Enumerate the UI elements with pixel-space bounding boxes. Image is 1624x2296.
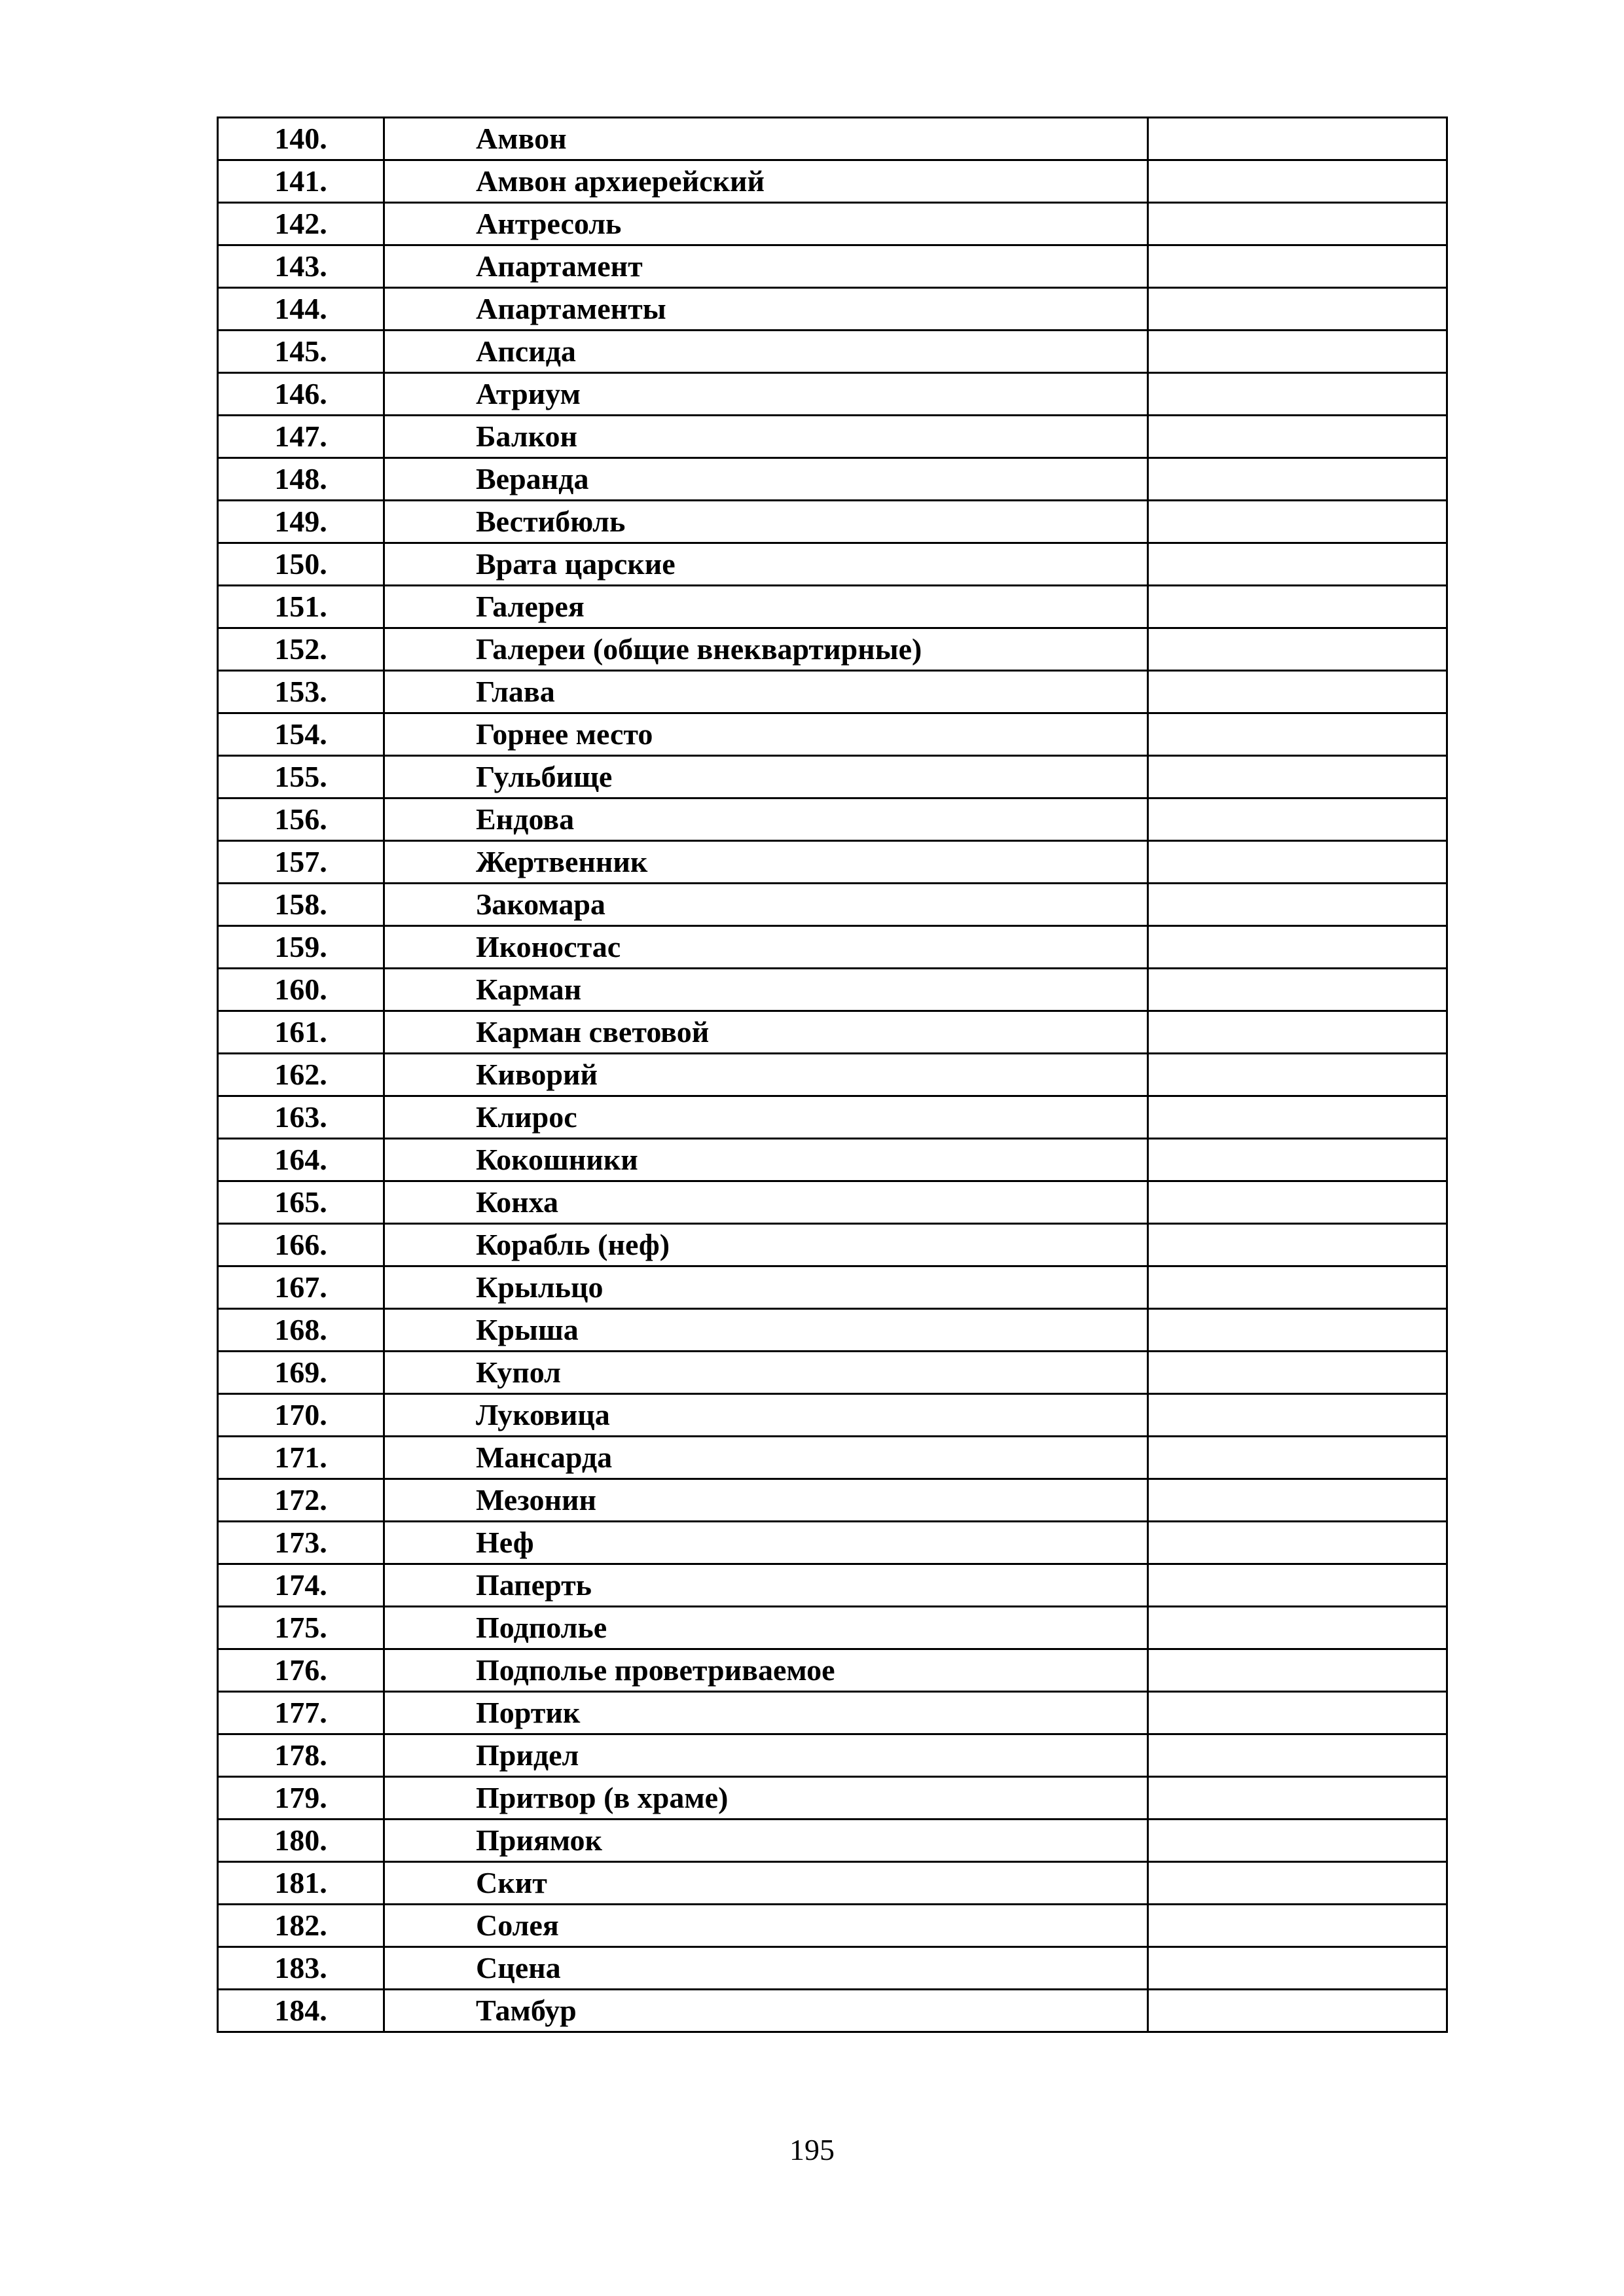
row-note [1148, 1437, 1447, 1479]
row-note [1148, 373, 1447, 416]
table-row [218, 331, 1447, 373]
row-term: Крыша [384, 1309, 1148, 1352]
row-number: 164. [218, 1139, 384, 1181]
row-term: Апартаменты [384, 288, 1148, 331]
table-row [218, 1862, 1447, 1905]
row-term: Антресоль [384, 203, 1148, 245]
table-row [218, 1054, 1447, 1096]
row-number: 184. [218, 1990, 384, 2032]
table-row [218, 1011, 1447, 1054]
table-row [218, 1266, 1447, 1309]
row-number: 150. [218, 543, 384, 586]
row-number: 169. [218, 1352, 384, 1394]
table-row [218, 458, 1447, 501]
row-number: 144. [218, 288, 384, 331]
row-note [1148, 1479, 1447, 1522]
row-number: 183. [218, 1947, 384, 1990]
row-number: 167. [218, 1266, 384, 1309]
table-row [218, 926, 1447, 969]
table-row [218, 1352, 1447, 1394]
row-note [1148, 1054, 1447, 1096]
table-row [218, 1564, 1447, 1607]
row-note [1148, 203, 1447, 245]
row-term: Луковица [384, 1394, 1148, 1437]
row-note [1148, 1947, 1447, 1990]
row-note [1148, 331, 1447, 373]
table-row [218, 628, 1447, 671]
row-number: 171. [218, 1437, 384, 1479]
row-number: 180. [218, 1820, 384, 1862]
row-term: Солея [384, 1905, 1148, 1947]
table-row [218, 1522, 1447, 1564]
table-row [218, 288, 1447, 331]
row-number: 166. [218, 1224, 384, 1266]
row-term: Притвор (в храме) [384, 1777, 1148, 1820]
row-note [1148, 1734, 1447, 1777]
row-term: Балкон [384, 416, 1148, 458]
row-number: 168. [218, 1309, 384, 1352]
table-row [218, 1905, 1447, 1947]
row-term: Скит [384, 1862, 1148, 1905]
row-number: 170. [218, 1394, 384, 1437]
table-row [218, 373, 1447, 416]
row-note [1148, 756, 1447, 798]
row-note [1148, 926, 1447, 969]
table-row [218, 798, 1447, 841]
table-row [218, 1692, 1447, 1734]
row-number: 152. [218, 628, 384, 671]
row-note [1148, 671, 1447, 713]
row-number: 159. [218, 926, 384, 969]
row-term: Горнее место [384, 713, 1148, 756]
row-note [1148, 245, 1447, 288]
row-number: 172. [218, 1479, 384, 1522]
table-row [218, 1394, 1447, 1437]
row-term: Иконостас [384, 926, 1148, 969]
row-number: 147. [218, 416, 384, 458]
row-term: Вестибюль [384, 501, 1148, 543]
row-number: 142. [218, 203, 384, 245]
row-number: 141. [218, 160, 384, 203]
row-term: Клирос [384, 1096, 1148, 1139]
table-row [218, 1820, 1447, 1862]
row-number: 143. [218, 245, 384, 288]
page-number: 195 [789, 2133, 835, 2166]
table-row [218, 118, 1447, 160]
table-row [218, 416, 1447, 458]
row-number: 174. [218, 1564, 384, 1607]
table-row [218, 1990, 1447, 2032]
row-note [1148, 458, 1447, 501]
row-note [1148, 1309, 1447, 1352]
row-number: 153. [218, 671, 384, 713]
row-number: 151. [218, 586, 384, 628]
row-note [1148, 884, 1447, 926]
row-term: Конха [384, 1181, 1148, 1224]
row-term: Галереи (общие внеквартирные) [384, 628, 1148, 671]
row-term: Закомара [384, 884, 1148, 926]
row-number: 149. [218, 501, 384, 543]
row-note [1148, 1607, 1447, 1649]
table-row [218, 969, 1447, 1011]
row-term: Тамбур [384, 1990, 1148, 2032]
row-number: 165. [218, 1181, 384, 1224]
row-number: 178. [218, 1734, 384, 1777]
table-row [218, 1096, 1447, 1139]
row-term: Апсида [384, 331, 1148, 373]
row-number: 177. [218, 1692, 384, 1734]
row-note [1148, 1224, 1447, 1266]
row-number: 162. [218, 1054, 384, 1096]
row-term: Врата царские [384, 543, 1148, 586]
row-note [1148, 713, 1447, 756]
row-term: Придел [384, 1734, 1148, 1777]
row-note [1148, 160, 1447, 203]
row-note [1148, 1692, 1447, 1734]
row-number: 145. [218, 331, 384, 373]
row-note [1148, 1139, 1447, 1181]
row-term: Кокошники [384, 1139, 1148, 1181]
table-row [218, 841, 1447, 884]
table-row [218, 1479, 1447, 1522]
row-number: 181. [218, 1862, 384, 1905]
row-number: 173. [218, 1522, 384, 1564]
row-note [1148, 1649, 1447, 1692]
table-row [218, 1309, 1447, 1352]
row-note [1148, 841, 1447, 884]
row-term: Жертвенник [384, 841, 1148, 884]
table-row [218, 1777, 1447, 1820]
row-term: Амвон [384, 118, 1148, 160]
row-note [1148, 118, 1447, 160]
row-note [1148, 1011, 1447, 1054]
table-row [218, 245, 1447, 288]
row-note [1148, 288, 1447, 331]
row-note [1148, 543, 1447, 586]
row-term: Апартамент [384, 245, 1148, 288]
row-number: 156. [218, 798, 384, 841]
table-row [218, 1607, 1447, 1649]
row-number: 157. [218, 841, 384, 884]
row-term: Купол [384, 1352, 1148, 1394]
table-row [218, 543, 1447, 586]
table-row [218, 756, 1447, 798]
row-note [1148, 1820, 1447, 1862]
row-number: 163. [218, 1096, 384, 1139]
table-row [218, 501, 1447, 543]
row-note [1148, 969, 1447, 1011]
table-row [218, 1947, 1447, 1990]
row-number: 146. [218, 373, 384, 416]
row-note [1148, 1862, 1447, 1905]
row-term: Мансарда [384, 1437, 1148, 1479]
row-number: 155. [218, 756, 384, 798]
row-note [1148, 1394, 1447, 1437]
table-row [218, 884, 1447, 926]
row-term: Неф [384, 1522, 1148, 1564]
table-row [218, 203, 1447, 245]
row-note [1148, 1905, 1447, 1947]
row-number: 140. [218, 118, 384, 160]
row-note [1148, 1181, 1447, 1224]
table-row [218, 1224, 1447, 1266]
row-term: Галерея [384, 586, 1148, 628]
row-term: Амвон архиерейский [384, 160, 1148, 203]
table-row [218, 1139, 1447, 1181]
table-row [218, 1181, 1447, 1224]
row-term: Веранда [384, 458, 1148, 501]
row-note [1148, 586, 1447, 628]
table-row [218, 1437, 1447, 1479]
row-number: 148. [218, 458, 384, 501]
row-number: 179. [218, 1777, 384, 1820]
row-term: Сцена [384, 1947, 1148, 1990]
row-term: Карман [384, 969, 1148, 1011]
row-term: Глава [384, 671, 1148, 713]
row-note [1148, 1096, 1447, 1139]
row-number: 161. [218, 1011, 384, 1054]
row-note [1148, 1990, 1447, 2032]
row-number: 175. [218, 1607, 384, 1649]
row-term: Мезонин [384, 1479, 1148, 1522]
row-term: Корабль (неф) [384, 1224, 1148, 1266]
table-row [218, 1734, 1447, 1777]
row-number: 154. [218, 713, 384, 756]
row-term: Ендова [384, 798, 1148, 841]
row-note [1148, 628, 1447, 671]
table-row [218, 586, 1447, 628]
row-term: Приямок [384, 1820, 1148, 1862]
row-note [1148, 798, 1447, 841]
table-row [218, 160, 1447, 203]
row-term: Крыльцо [384, 1266, 1148, 1309]
row-number: 158. [218, 884, 384, 926]
table-row [218, 1649, 1447, 1692]
row-term: Подполье [384, 1607, 1148, 1649]
row-note [1148, 1522, 1447, 1564]
row-note [1148, 416, 1447, 458]
row-term: Портик [384, 1692, 1148, 1734]
terms-table-body [218, 118, 1447, 2032]
terms-table-wrapper [217, 117, 1446, 2033]
row-note [1148, 1564, 1447, 1607]
row-number: 160. [218, 969, 384, 1011]
row-term: Карман световой [384, 1011, 1148, 1054]
row-term: Киворий [384, 1054, 1148, 1096]
row-term: Атриум [384, 373, 1148, 416]
row-term: Подполье проветриваемое [384, 1649, 1148, 1692]
row-note [1148, 1266, 1447, 1309]
row-number: 182. [218, 1905, 384, 1947]
row-term: Паперть [384, 1564, 1148, 1607]
table-row [218, 713, 1447, 756]
row-term: Гульбище [384, 756, 1148, 798]
row-note [1148, 1777, 1447, 1820]
terms-table [217, 117, 1448, 2033]
row-note [1148, 501, 1447, 543]
table-row [218, 671, 1447, 713]
row-number: 176. [218, 1649, 384, 1692]
row-note [1148, 1352, 1447, 1394]
